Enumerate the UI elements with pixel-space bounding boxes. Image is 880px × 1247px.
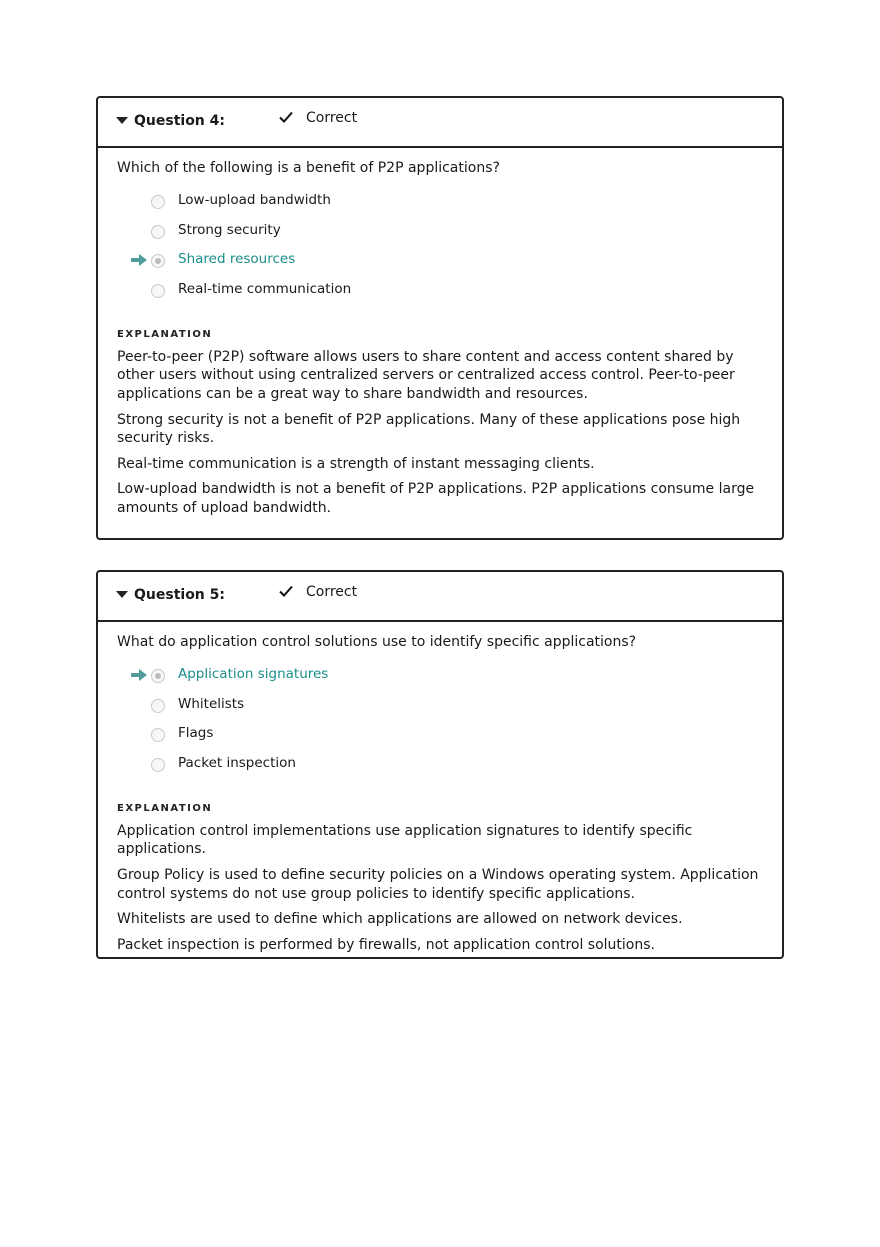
question-card-5 — [96, 570, 784, 959]
explanation-heading: EXPLANATION — [117, 328, 213, 340]
radio-button[interactable] — [151, 728, 165, 742]
question-prompt: What do application control solutions use to identify specific applications? — [117, 634, 637, 650]
explanation-paragraph: Strong security is not a benefit of P2P applications. Many of these applications pose high security risks. — [117, 411, 741, 447]
option-label: Packet inspection — [178, 755, 296, 772]
caret-down-icon[interactable] — [116, 591, 128, 598]
explanation-paragraph: Packet inspection is performed by firewalls, not application control solutions. — [117, 936, 655, 953]
answer-options — [131, 190, 762, 309]
explanation-paragraph: Whitelists are used to define which applications are allowed on network devices. — [117, 911, 683, 928]
question-title: Question 5: — [134, 587, 225, 603]
radio-button[interactable] — [151, 195, 165, 209]
option-label: Strong security — [178, 221, 281, 238]
option-label: Low-upload bandwidth — [178, 192, 331, 208]
answer-options — [131, 664, 762, 783]
option-label: Real-time communication — [178, 281, 352, 298]
option-label: Whitelists — [178, 695, 245, 712]
answer-option[interactable] — [131, 190, 762, 220]
radio-button[interactable] — [151, 254, 165, 268]
explanation-paragraph: Low-upload bandwidth is not a benefit of P2P applications. P2P applications consume large amounts of upload bandwidth. — [117, 481, 755, 516]
explanation-paragraph: Peer-to-peer (P2P) software allows users to share content and access content shared by other users without using centralized servers or centralized access control. Peer-to-peer applications can be a great way to share bandwidth and resources. — [117, 348, 735, 402]
explanation-paragraph: Real-time communication is a strength of instant messaging clients. — [117, 455, 595, 472]
explanation-paragraph: Group Policy is used to define security policies on a Windows operating system. Application control systems do not use group policies to identify specific applications. — [117, 866, 759, 902]
question-header[interactable] — [98, 98, 782, 148]
radio-button[interactable] — [151, 669, 165, 683]
right-arrow-icon — [131, 669, 147, 681]
check-icon — [278, 583, 294, 599]
radio-button[interactable] — [151, 758, 165, 772]
option-label: Application signatures — [178, 666, 329, 682]
right-arrow-icon — [131, 254, 147, 266]
radio-button[interactable] — [151, 699, 165, 713]
caret-down-icon[interactable] — [116, 117, 128, 124]
question-prompt: Which of the following is a benefit of P2P applications? — [117, 160, 500, 176]
explanation-heading: EXPLANATION — [117, 802, 213, 814]
explanation — [117, 822, 762, 955]
radio-button[interactable] — [151, 284, 165, 298]
check-icon — [278, 109, 294, 125]
status-label: Correct — [306, 584, 358, 600]
question-card-4 — [96, 96, 784, 540]
option-label: Shared resources — [178, 251, 296, 268]
answer-option[interactable] — [131, 220, 762, 250]
question-header[interactable] — [98, 572, 782, 622]
answer-option[interactable] — [131, 723, 762, 753]
explanation-paragraph: Application control implementations use application signatures to identify specific applications. — [117, 822, 693, 858]
answer-option-selected[interactable] — [131, 249, 762, 279]
status-label: Correct — [306, 110, 358, 126]
option-label: Flags — [178, 725, 214, 742]
answer-option[interactable] — [131, 279, 762, 309]
radio-button[interactable] — [151, 225, 165, 239]
answer-option[interactable] — [131, 753, 762, 783]
explanation — [117, 348, 762, 518]
answer-option[interactable] — [131, 694, 762, 724]
question-title: Question 4: — [134, 113, 225, 129]
answer-option-selected[interactable] — [131, 664, 762, 694]
